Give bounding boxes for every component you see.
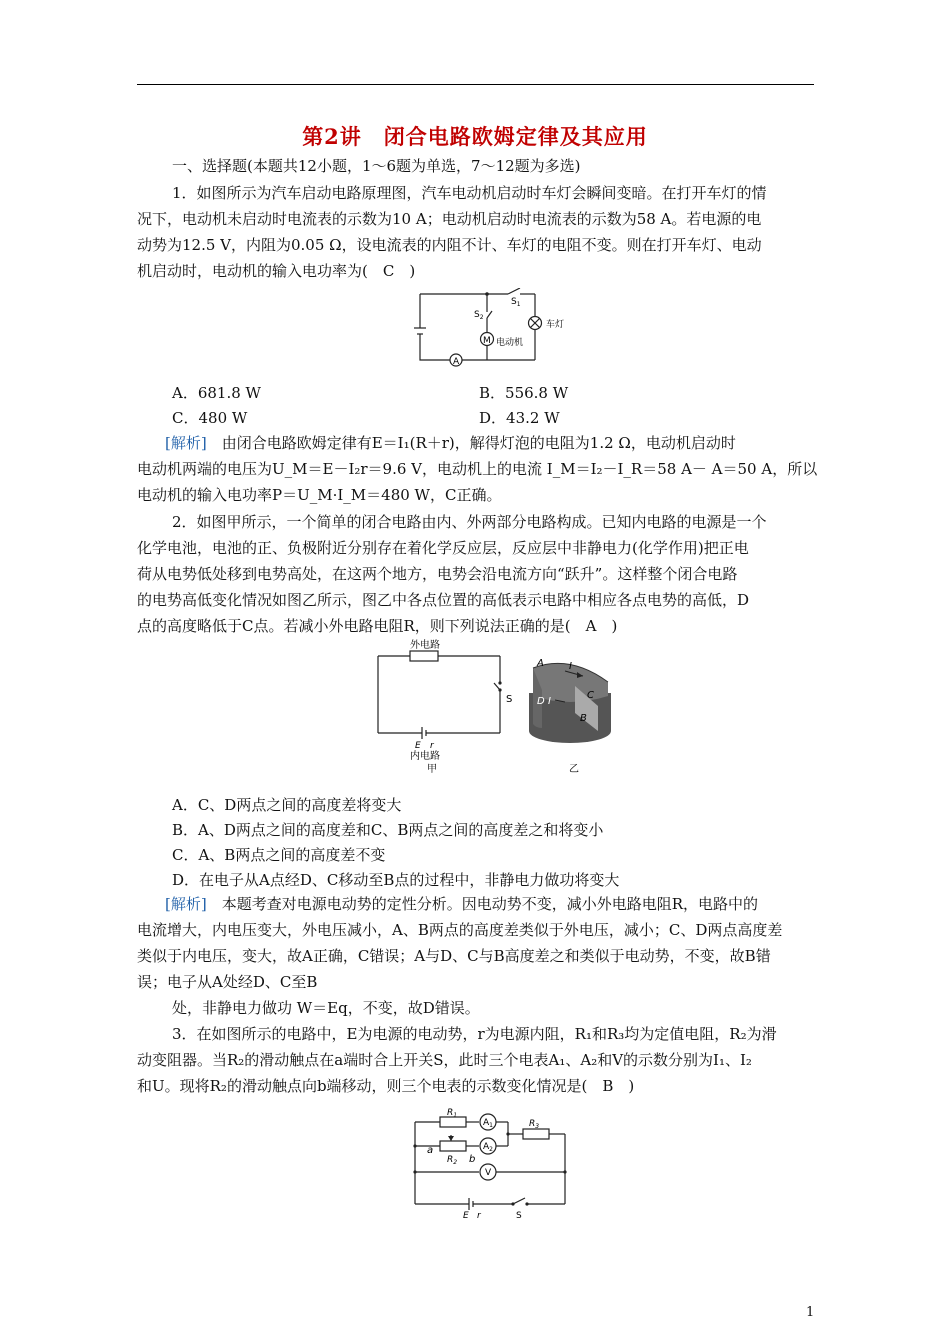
lamp-label: 车灯 [546,320,565,330]
svg-text:r: r [477,1211,481,1221]
voltmeter-label: V [485,1168,492,1178]
q1-analysis-line: [解析] 由闭合电路欧姆定律有E＝I₁(R＋r)，解得灯泡的电阻为1.2 Ω，电动机启动时 [165,434,736,452]
q1-option: B．556.8 W [479,384,569,402]
svg-text:r: r [430,741,434,751]
switch-label: S [506,694,513,705]
section-heading: 一、选择题(本题共12小题，1～6题为单选，7～12题为多选) [172,157,581,175]
analysis-tag: [解析] [165,895,207,913]
q2-option: D．在电子从A点经D、C移动至B点的过程中，非静电力做功将变大 [172,871,620,889]
q1-circuit-figure [410,288,570,370]
q1-analysis-line: 电动机两端的电压为U_M＝E－I₂r＝9.6 V，电动机上的电流 I_M＝I₂－I_R＝58 A－ A＝50 A，所以 [137,460,818,478]
q2-analysis-line: [解析] 本题考查对电源电动势的定性分析。因电动势不变，减小外电路电阻R，电路中的 [165,895,759,913]
figure-jia-label: 甲 [427,764,437,775]
svg-text:I: I [569,661,572,672]
svg-text:B: B [580,713,587,724]
svg-text:E: E [463,1211,469,1221]
svg-text:I: I [548,696,551,707]
svg-text:E: E [415,741,421,751]
ammeter-a2-label: $A_2$ [483,1142,493,1153]
svg-text:a: a [427,1145,434,1156]
figure-yi-label: 乙 [569,764,579,775]
q2-analysis-line: 电流增大，内电压变大，外电压减小，A、B两点的高度差类似于外电压，减小；C、D两点高度差 [137,921,783,939]
switch-s1-label: $S_1$ [511,297,521,308]
q2-option: B．A、D两点之间的高度差和C、B两点之间的高度差之和将变小 [172,821,604,839]
svg-text:A: A [537,658,544,669]
motor-symbol: M [483,336,491,346]
q3-line: 动变阻器。当R₂的滑动触点在a端时合上开关S，此时三个电表A₁、A₂和V的示数分别为I₁、I₂ [137,1051,752,1069]
r2-label: $R_2$ [447,1155,458,1166]
q1-line: 机启动时，电动机的输入电功率为( C ) [137,262,416,280]
q3-line: 和U。现将R₂的滑动触点向b端移动，则三个电表的示数变化情况是( B ) [137,1077,635,1095]
outer-circuit-label: 外电路 [410,640,440,651]
q2-analysis-line: 类似于内电压，变大，故A正确，C错误；A与D、C与B高度差之和类似于电动势，不变，故B错 [137,947,771,965]
svg-text:b: b [469,1154,476,1165]
ammeter-label: A [453,357,460,367]
q2-line: 点的高度略低于C点。若减小外电路电阻R，则下列说法正确的是( A ) [137,617,618,635]
q2-analysis-line: 误；电子从A处经D、C至B [137,973,318,991]
q3-circuit-figure [405,1106,580,1221]
q1-option: C．480 W [172,409,248,427]
switch-s2-label: $S_2$ [474,310,484,321]
q1-option: A．681.8 W [172,384,261,402]
q1-line: 动势为12.5 V，内阻为0.05 Ω，设电流表的内阻不计、车灯的电阻不变。则在打开车灯、电动 [137,236,762,254]
q1-line: 1．如图所示为汽车启动电路原理图，汽车电动机启动时车灯会瞬间变暗。在打开车灯的情 [172,184,767,202]
svg-text:C: C [587,690,594,701]
r3-label: $R_3$ [529,1119,540,1130]
q2-line: 荷从电势低处移到电势高处，在这两个地方，电势会沿电流方向“跃升”。这样整个闭合电路 [137,565,738,583]
q1-option: D．43.2 W [479,409,560,427]
q2-option: A．C、D两点之间的高度差将变大 [172,796,402,814]
q2-analysis-line: 处，非静电力做功 W＝Eq，不变，故D错误。 [172,999,480,1017]
q2-line: 化学电池，电池的正、负极附近分别存在着化学反应层，反应层中非静电力(化学作用)把正电 [137,539,749,557]
ammeter-a1-label: $A_1$ [483,1118,493,1129]
page-title: 第2讲 闭合电路欧姆定律及其应用 [302,124,648,149]
q3-line: 3．在如图所示的电路中，E为电源的电动势，r为电源内阻，R₁和R₃均为定值电阻，R₂为滑 [172,1025,777,1043]
svg-text:S: S [516,1211,522,1221]
header-rule [137,84,814,85]
q1-line: 况下，电动机未启动时电流表的示数为10 A；电动机启动时电流表的示数为58 A。若电源的电 [137,210,762,228]
q2-line: 2．如图甲所示，一个简单的闭合电路由内、外两部分电路构成。已知内电路的电源是一个 [172,513,767,531]
inner-circuit-label: 内电路 [410,751,440,762]
page-number: 1 [806,1305,815,1320]
motor-label: 电动机 [496,338,524,348]
q2-figure [370,638,625,778]
svg-text:D: D [537,696,545,707]
q2-option: C．A、B两点之间的高度差不变 [172,846,386,864]
q1-analysis-line: 电动机的输入电功率P＝U_M·I_M＝480 W，C正确。 [137,486,502,504]
r1-label: $R_1$ [447,1108,458,1119]
q2-line: 的电势高低变化情况如图乙所示，图乙中各点位置的高低表示电路中相应各点电势的高低，D [137,591,750,609]
analysis-tag: [解析] [165,434,207,452]
